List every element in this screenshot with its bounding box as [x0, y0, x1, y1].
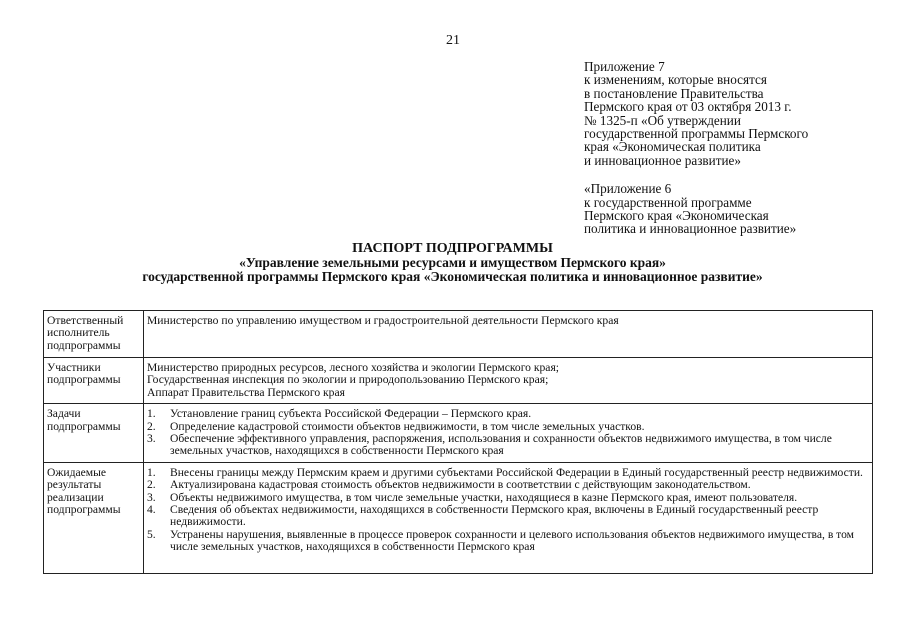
label-line: подпрограммы [47, 338, 121, 352]
label-line: подпрограммы [47, 419, 121, 433]
label-line: подпрограммы [47, 373, 121, 387]
item-number: 3. [147, 490, 156, 504]
appendix-6-line: «Приложение 6 [584, 181, 672, 197]
row-label [44, 462, 144, 573]
title-line-3: государственной программы Пермского края «Экономическая политика и инновационное развитие» [142, 269, 763, 284]
content-line: Государственная инспекция по экологии и природопользованию Пермского края; [147, 373, 549, 387]
item-text: Актуализирована кадастровая стоимость объектов недвижимости в соответствии с действующим законодательством. [170, 478, 751, 492]
appendix-7 [584, 60, 884, 167]
list-item [147, 433, 869, 458]
title-line-2: «Управление земельными ресурсами и имуществом Пермского края» [239, 255, 666, 270]
content-line: Аппарат Правительства Пермского края [147, 385, 345, 399]
table-row [44, 404, 873, 463]
item-text: Устранены нарушения, выявленные в процессе проверок сохранности и целевого использования объектов недвижимого имущества, в том числе земельных участков, находящихся в собственности Пермского края [170, 527, 855, 554]
document-title [0, 242, 905, 284]
row-content [144, 462, 873, 573]
label-line: исполнитель [47, 326, 110, 340]
item-number: 3. [147, 432, 156, 446]
item-number: 2. [147, 419, 156, 433]
item-text: Определение кадастровой стоимости объектов недвижимости, в том числе земельных участков. [170, 419, 645, 433]
list-item [147, 529, 869, 554]
item-text: Внесены границы между Пермским краем и другими субъектами Российской Федерации в Единый государственный реестр недвижимости. [170, 465, 863, 479]
row-content [144, 358, 873, 404]
label-line: Ожидаемые [47, 465, 107, 479]
item-number: 2. [147, 478, 156, 492]
item-text: Установление границ субъекта Российской Федерации – Пермского края. [170, 407, 532, 421]
appendix-7-line: Пермского края от 03 октября 2013 г. [584, 99, 792, 115]
item-number: 5. [147, 527, 156, 541]
list-item [147, 504, 869, 529]
appendix-block [584, 60, 884, 236]
passport-table [43, 310, 873, 574]
appendix-7-line: и инновационное развитие» [584, 152, 741, 168]
item-number: 1. [147, 465, 156, 479]
appendix-7-line: № 1325-п «Об утверждении [584, 112, 741, 128]
label-line: Задачи [47, 407, 81, 421]
item-number: 4. [147, 503, 156, 517]
row-label [44, 404, 144, 463]
appendix-7-line: Приложение 7 [584, 59, 665, 74]
appendix-7-line: края «Экономическая политика [584, 139, 761, 155]
table-row [44, 462, 873, 573]
item-text: Обеспечение эффективного управления, распоряжения, использования и сохранности объектов недвижимого имущества, в том числе земельных участков, находящихся в собственности Пермского края [170, 432, 832, 458]
appendix-6 [584, 182, 884, 236]
row-content [144, 404, 873, 463]
row-label [44, 311, 144, 358]
label-line: результаты [47, 478, 102, 492]
content-line: Министерство природных ресурсов, лесного хозяйства и экологии Пермского края; [147, 361, 560, 374]
appendix-7-line: в постановление Правительства [584, 85, 764, 101]
label-line: Ответственный [47, 314, 124, 327]
label-line: Участники [47, 361, 101, 374]
title-line-1: ПАСПОРТ ПОДПРОГРАММЫ [352, 241, 553, 256]
content-line: Министерство по управлению имуществом и градостроительной деятельности Пермского края [147, 314, 619, 327]
label-line: реализации [47, 490, 104, 504]
item-text: Объекты недвижимого имущества, в том числе земельные участки, находящиеся в казне Пермского края, имеют пользователя. [170, 490, 798, 504]
item-number: 1. [147, 407, 156, 421]
item-text: Сведения об объектах недвижимости, находящихся в собственности Пермского края, включены в Единый государственный реестр недвижимости. [170, 503, 819, 529]
appendix-7-line: к изменениям, которые вносятся [584, 72, 767, 88]
row-label [44, 358, 144, 404]
page-number: 21 [446, 33, 460, 48]
table-row [44, 311, 873, 358]
table-row [44, 358, 873, 404]
appendix-6-line: к государственной программе [584, 194, 752, 210]
appendix-7-line: государственной программы Пермского [584, 126, 809, 142]
appendix-6-line: политика и инновационное развитие» [584, 221, 797, 237]
appendix-6-line: Пермского края «Экономическая [584, 208, 769, 224]
row-content [144, 311, 873, 358]
label-line: подпрограммы [47, 503, 121, 517]
